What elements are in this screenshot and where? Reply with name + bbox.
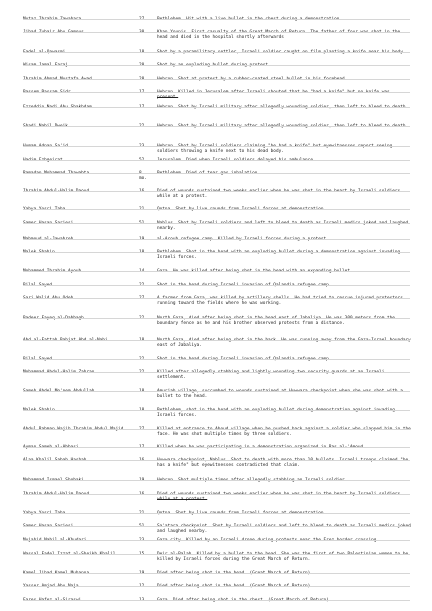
victim-name: Ayman Sameh al-Abbasi: [23, 445, 79, 450]
victim-age: 18: [139, 250, 145, 255]
victim-name: Samer Hasan Sariesi: [23, 524, 74, 529]
incident-description: Qotna. Shot by live rounds from Israeli forces at demonstration.: [157, 511, 327, 516]
victim-name: Mahmoud al-Jawabreh: [23, 237, 74, 242]
victim-name: Kamel Jihad Kamel Muhanna: [23, 571, 90, 576]
victim-age: 17: [139, 105, 145, 110]
victim-age: 19: [139, 237, 145, 242]
victim-name: Alaa Khalil Sabah Hashah: [23, 458, 87, 463]
incident-description: Shot in the head during Israeli invasion of Qalandia refugee camp.: [157, 357, 332, 362]
incident-description: Killed after allegedly stabbing and lightly wounding two security guards at an Israeli settlement.: [157, 370, 387, 381]
victim-age: 19: [139, 571, 145, 576]
victim-age: 22: [139, 283, 145, 288]
victim-name: Abd al-Fattah Bahjat Abd al-Nabi: [23, 338, 108, 343]
victim-age: 17: [139, 445, 145, 450]
victim-name: Humam Adnan Sa'id: [23, 144, 68, 149]
incident-description: Died after being shot in the head. (Great March of Return): [157, 584, 311, 589]
incident-description: North Gaza, died after being shot in the back. He was running away from the Gaza-Israel boundary east of Jabaliya.: [157, 338, 414, 349]
victim-age: 18: [139, 338, 145, 343]
incident-description: Bethlehem. Shot in the head with an exploding bullet during a demonstration against invading Israeli forces.: [157, 250, 403, 261]
victim-age: 22: [139, 370, 145, 375]
victim-age: 27: [139, 427, 145, 432]
victim-age: 18: [139, 408, 145, 413]
incident-description: Deir al-Balah. Killed by a bullet to the head. She was the first of two Palestinian women to be killed by Israeli forces during the Great March of Return.: [157, 552, 411, 563]
victim-age: 19: [139, 478, 145, 483]
victim-age: 18: [139, 389, 145, 394]
victim-age: 52: [139, 158, 145, 163]
victim-name: Jihad Zuhair Abu Gamous: [23, 30, 84, 35]
incident-description: Hebron. Shot by Israeli military after allegedly wounding soldier, then left to bleed to death.: [157, 105, 409, 110]
incident-description: al-Aroub refugee camp. Killed by Israeli forces during a protest.: [157, 237, 329, 242]
victim-name: Badeer Fayeq al-Dabbagh: [23, 316, 84, 321]
victim-name: Yasser Amjad Abu Naja: [23, 584, 79, 589]
victim-age: 21: [139, 207, 145, 212]
victim-name: Bilal Sayed: [23, 283, 53, 288]
victim-age: 23: [139, 144, 145, 149]
incident-description: Khan Younis. First casualty of the Great March of Return. The father of four was shot in the head and died in the hospital shortly afterwards: [157, 30, 403, 41]
victim-name: Ibrahim Abdul-Halim Daoud: [23, 492, 90, 497]
victim-name: Yahya Yosri Taha: [23, 207, 66, 212]
victim-name: Mutaz Ibrahim Zawahara: [23, 17, 82, 22]
victim-age: 30: [139, 30, 145, 35]
victim-name: Malek Shahin: [23, 250, 55, 255]
victim-age: 51: [139, 221, 145, 226]
incident-description: Bethlehem. Hit with a live bullet in the chest during a demonstration.: [157, 17, 343, 22]
victim-name: Wassal Fadel Izzat al-Sheikh Khalil: [23, 552, 116, 557]
victim-name: Abdul Rahman Wajih Ibrahim Abdul Majid: [23, 427, 124, 432]
victim-age: 22: [139, 316, 145, 321]
victim-name: Yahya Yosri Taha: [23, 511, 66, 516]
victim-age: 21: [139, 511, 145, 516]
victim-age: 16: [139, 458, 145, 463]
victim-name: Fares Hafez al-Siraswi: [23, 598, 82, 603]
incident-description: Bethlehem, shot in the head with an exploding bullet during demonstration against invading Israeli forces.: [157, 408, 398, 419]
victim-age: 15: [139, 552, 145, 557]
victim-age: 12: [139, 584, 145, 589]
incident-description: Gaza city. Killed by an Israeli drone during protests near the Erez border crossing.: [157, 538, 380, 543]
incident-description: Qotna. Shot by live rounds from Israeli forces at demonstration.: [157, 207, 327, 212]
victim-name: Ibrahim Ahmad Mustafa Awad: [23, 77, 92, 82]
victim-name: Mujahid Nabil al-Khudari: [23, 538, 87, 543]
incident-description: Hebron. Shot multiple times after allegedly stabbing an Israeli soldier.: [157, 478, 348, 483]
victim-age: 27: [139, 17, 145, 22]
incident-description: Killed when he was participating in a demonstration organized in Ras al-'Amoud: [157, 445, 364, 450]
victim-age: 8 mo.: [139, 171, 147, 182]
victim-name: Ibrahim Abdul-Halim Daoud: [23, 189, 90, 194]
incident-description: Nablus. Shot by Israeli soldiers and left to bleed to death as Israeli medics joked and laughed nearby.: [157, 221, 411, 232]
victim-age: 51: [139, 524, 145, 529]
incident-description: Shot by a paramilitary settler, Israeli soldier caught on film planting a knife near his body.: [157, 50, 406, 55]
victim-name: Shadi Nabil Dweik: [23, 124, 68, 129]
incident-description: Hebron. Shot by Israeli military after allegedly wounding soldier, then left to bleed to death.: [157, 124, 409, 129]
victim-name: Mohammed Ibrahim Ayoub: [23, 269, 82, 274]
victim-age: 18: [139, 50, 145, 55]
victim-age: 22: [139, 124, 145, 129]
victim-name: Samer Hasan Sariesi: [23, 221, 74, 226]
victim-age: 27: [139, 296, 145, 301]
incident-description: A farmer from Gaza, was killed by artillery shells. He had tried to rescue injured protestors running toward the fields where he was working.: [157, 296, 406, 307]
incident-description: Hebron. Shot by Israeli soldiers claiming "he had a knife" but eyewitnesses report seeing soldiers throwing a knife next to his dead body.: [157, 144, 395, 155]
incident-description: Died of wounds sustained two weeks earlier when he was shot in the heart by Israeli soldiers while at a protest.: [157, 189, 403, 200]
victim-age: 22: [139, 357, 145, 362]
victim-name: Bassem Bassam Sidr: [23, 90, 71, 95]
victim-age: 17: [139, 90, 145, 95]
victim-age: 14: [139, 269, 145, 274]
incident-description: Hebron. Shot at protest by a rubber-coated steel bullet in his forehead.: [157, 77, 348, 82]
victim-age: 16: [139, 492, 145, 497]
victim-age: 20: [139, 63, 145, 68]
incident-description: Amuriah village, succumbed to wounds sustained at Huwwara checkpoint when she was shot with a bullet to the head.: [157, 389, 406, 400]
victim-name: Wisam Jamal Faraj: [23, 63, 68, 68]
incident-description: Died after being shot in the head. (Great March of Return): [157, 571, 311, 576]
victim-name: Mohammad Abdul-Halim Zahran: [23, 370, 95, 375]
incident-description: Bethlehem. Died of tear gas inhalation.: [157, 171, 261, 176]
incident-description: Sa'atara checkpoint. Shot by Israeli soldiers and left to bleed to death as Israeli medics joked and laughed nearby.: [157, 524, 414, 535]
victim-name: Mohammad Ismael Shobaki: [23, 478, 84, 483]
victim-name: Sari Walid Abu Odeh: [23, 296, 74, 301]
victim-name: Bilal Sayed: [23, 357, 53, 362]
victim-name: Ramadan Mohammad Thawabta: [23, 171, 90, 176]
victim-age: 16: [139, 189, 145, 194]
victim-name: Hadim Ezhgeirat: [23, 158, 63, 163]
incident-description: Gaza. Died after being shot in the chest. (Great March of Return): [157, 598, 329, 603]
incident-description: Died of wounds sustained two weeks earlier when he was shot in the heart by Israeli soldiers while at a protest.: [157, 492, 403, 503]
victim-age: 13: [139, 598, 145, 603]
incident-description: Shot by an exploding bullet during protest.: [157, 63, 271, 68]
incident-description: North Gaza, died after being shot in the head east of Jabaliya. He was 300 meters from the boundary fence as he and his brother observed protests from a distance.: [157, 316, 398, 327]
victim-age: 28: [139, 77, 145, 82]
victim-name: Ezzeddin Nadi Abu Shakhdam: [23, 105, 92, 110]
incident-description: Jerusalem. Died when Israeli soldiers delayed his ambulance: [157, 158, 313, 163]
incident-description: Gaza. He was killed after being shot in the head with an expanding bullet.: [157, 269, 353, 274]
victim-name: Sameh Abdel Mo'nem Abdullah: [23, 389, 95, 394]
incident-description: Killed at entrance to Aboud village when he pushed back against a soldier who slapped him in the face. He was shot multiple times by three soldiers.: [157, 427, 414, 438]
incident-description: Shot in the head during Israeli invasion of Qalandia refugee camp.: [157, 283, 332, 288]
incident-description: Huwwara checkpoint, Nablus. Shot to death with more than 10 bullets. Israeli troops claimed "he has a knife" but eyewitnesses contradicted that claim.: [157, 458, 411, 469]
victim-name: Fadel al-Qawasmi: [23, 50, 66, 55]
victim-age: 23: [139, 538, 145, 543]
incident-description: Hebron. Killed in Jerusalem after Israeli shouted that he "had a knife" but no knife was present.: [157, 90, 393, 101]
victim-name: Malek Shahin: [23, 408, 55, 413]
